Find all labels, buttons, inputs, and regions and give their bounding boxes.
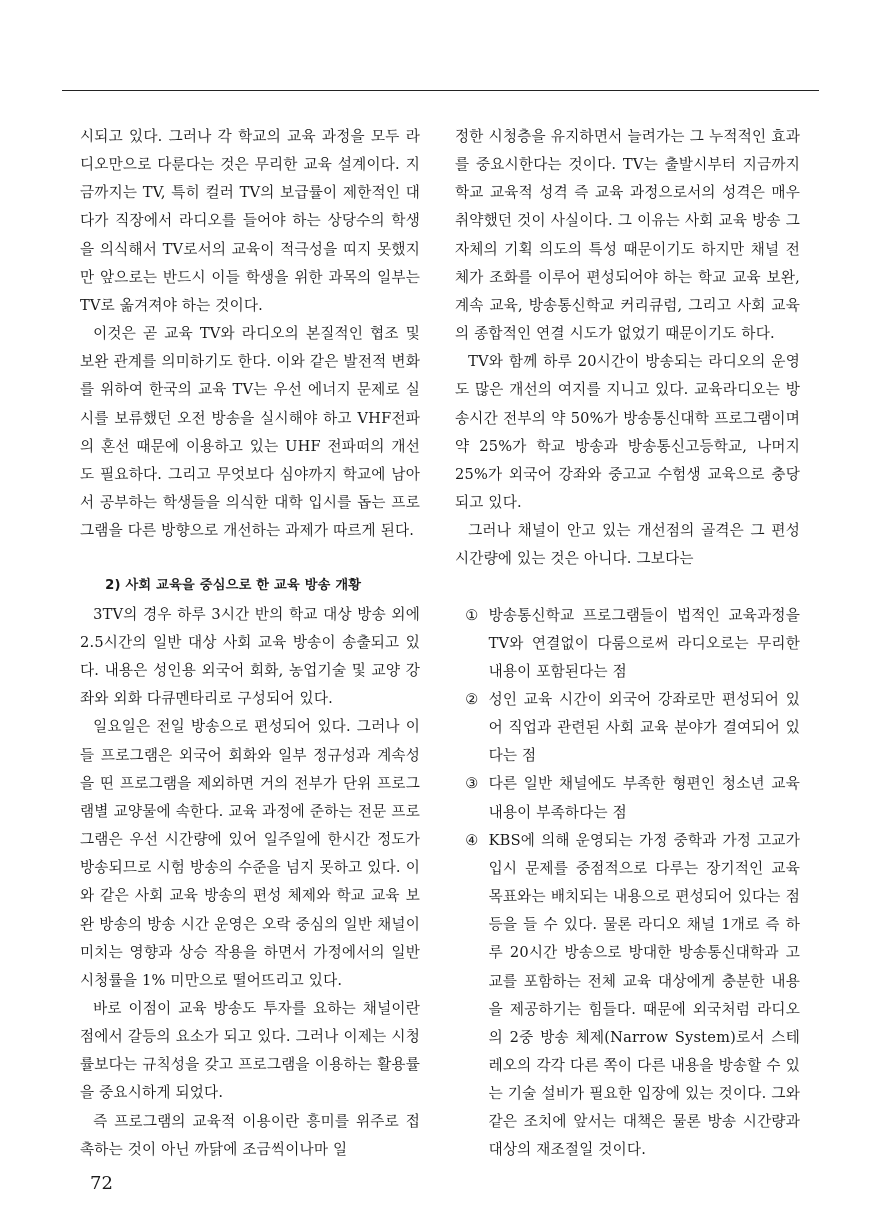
list-item <box>455 602 800 686</box>
right-column <box>455 123 800 1165</box>
page-number: 72 <box>90 1173 113 1194</box>
list-number: ④ <box>465 831 479 849</box>
list-item <box>455 827 800 1165</box>
list-item-text: 다른 일반 채널에도 부족한 형편인 청소년 교육 내용이 부족하다는 점 <box>488 775 800 821</box>
list-item <box>455 686 800 770</box>
paragraph: 이것은 곧 교육 TV와 라디오의 본질적인 협조 및 보완 관계를 의미하기도 한다. 이와 같은 발전적 변화를 위하여 한국의 교육 TV는 우선 에너지 문제로 실시를 보류했던 오전 방송을 실시해야 하고 VHF전파의 혼선 때문에 이용하고 있는 UHF 전파떠의 개선도 필요하다. 그리고 무엇보다 심야까지 학교에 남아서 공부하는 학생들을 의식한 대학 입시를 돕는 프로그램을 다른 방향으로 개선하는 과제가 따르게 된다. <box>80 325 420 540</box>
left-column <box>80 123 420 1164</box>
list-number: ③ <box>465 775 479 793</box>
list-item <box>455 770 800 826</box>
paragraph: 시되고 있다. 그러나 각 학교의 교육 과정을 모두 라디오만으로 다룬다는 것은 무리한 교육 설계이다. 지금까지는 TV, 특히 컬러 TV의 보급률이 제한적인 대다가 직장에서 라디오를 들어야 하는 상당수의 학생을 의식해서 TV로서의 교육이 적극성을 띠지 못했지만 앞으로는 반드시 이들 학생을 위한 과목의 일부는 TV로 옮겨져야 하는 것이다. <box>80 128 420 314</box>
paragraph: 그러나 채널이 안고 있는 개선점의 골격은 그 편성 시간량에 있는 것은 아니다. 그보다는 <box>455 522 800 568</box>
paragraph: 정한 시청층을 유지하면서 늘려가는 그 누적적인 효과를 중요시한다는 것이다. TV는 출발시부터 지금까지 학교 교육적 성격 즉 교육 과정으로서의 성격은 매우 취약했던 것이 사실이다. 그 이유는 사회 교육 방송 그 자체의 기획 의도의 특성 때문이기도 하지만 채널 전체가 조화를 이루어 편성되어야 하는 학교 교육 보완, 계속 교육, 방송통신학교 커리큐럼, 그리고 사회 교육의 종합적인 연결 시도가 없었기 때문이기도 하다. <box>455 128 800 343</box>
section-heading: 2) 사회 교육을 중심으로 한 교육 방송 개황 <box>105 578 362 594</box>
paragraph: 바로 이점이 교육 방송도 투자를 요하는 채널이란 점에서 갈등의 요소가 되고 있다. 그러나 이제는 시청률보다는 규칙성을 갖고 프로그램을 이용하는 활용률을 중요시하게 되었다. <box>80 1000 420 1102</box>
paragraph: 즉 프로그램의 교육적 이용이란 흥미를 위주로 접촉하는 것이 아닌 까닭에 조금씩이나마 일 <box>80 1112 420 1158</box>
list-item-text: 방송통신학교 프로그램들이 법적인 교육과정을 TV와 연결없이 다룸으로써 라디오로는 무리한 내용이 포함된다는 점 <box>488 606 800 680</box>
list-item-text: KBS에 의해 운영되는 가정 중학과 가정 고교가 입시 문제를 중점적으로 다루는 장기적인 교육 목표와는 배치되는 내용으로 편성되어 있다는 점 등을 들 수 있다. 물론 라디오 채널 1개로 즉 하루 20시간 방송으로 방대한 방송통신대학과 고교를 포함하는 전체 교육 대상에게 충분한 내용을 제공하기는 힘들다. 때문에 외국처럼 라디오의 2중 방송 체제(Narrow System)로서 스테레오의 각각 다른 쪽이 다른 내용을 방송할 수 있는 기술 설비가 필요한 입장에 있는 것이다. 그와 같은 조치에 앞서는 대책은 물론 방송 시간량과 대상의 재조절일 것이다. <box>488 831 800 1159</box>
list-number: ① <box>465 606 479 624</box>
paragraph: 일요일은 전일 방송으로 편성되어 있다. 그러나 이들 프로그램은 외국어 회화와 일부 정규성과 계속성을 띤 프로그램을 제외하면 거의 전부가 단위 프로그램별 교양물에 속한다. 교육 과정에 준하는 전문 프로그램은 우선 시간량에 있어 일주일에 한시간 정도가 방송되므로 시험 방송의 수준을 넘지 못하고 있다. 이와 같은 사회 교육 방송의 편성 체제와 학교 교육 보완 방송의 방송 시간 운영은 오락 중심의 일반 채널이 미치는 영향과 상승 작용을 하면서 가정에서의 일반 시청률을 1% 미만으로 떨어뜨리고 있다. <box>80 718 420 989</box>
paragraph: 3TV의 경우 하루 3시간 반의 학교 대상 방송 외에 2.5시간의 일반 대상 사회 교육 방송이 송출되고 있다. 내용은 성인용 외국어 회화, 농업기술 및 교양 강좌와 외화 다큐멘타리로 구성되어 있다. <box>80 605 420 708</box>
paragraph: TV와 함께 하루 20시간이 방송되는 라디오의 운영도 많은 개선의 여지를 지니고 있다. 교육라디오는 방송시간 전부의 약 50%가 방송통신대학 프로그램이며 약 25%가 학교 방송과 방송통신고등학교, 나머지 25%가 외국어 강좌와 중고교 수험생 교육으로 충당되고 있다. <box>455 353 800 512</box>
top-rule <box>62 90 819 91</box>
list-number: ② <box>465 690 479 708</box>
list-item-text: 성인 교육 시간이 외국어 강좌로만 편성되어 있어 직업과 관련된 사회 교육 분야가 결여되어 있다는 점 <box>488 690 800 765</box>
numbered-list <box>455 602 800 1165</box>
